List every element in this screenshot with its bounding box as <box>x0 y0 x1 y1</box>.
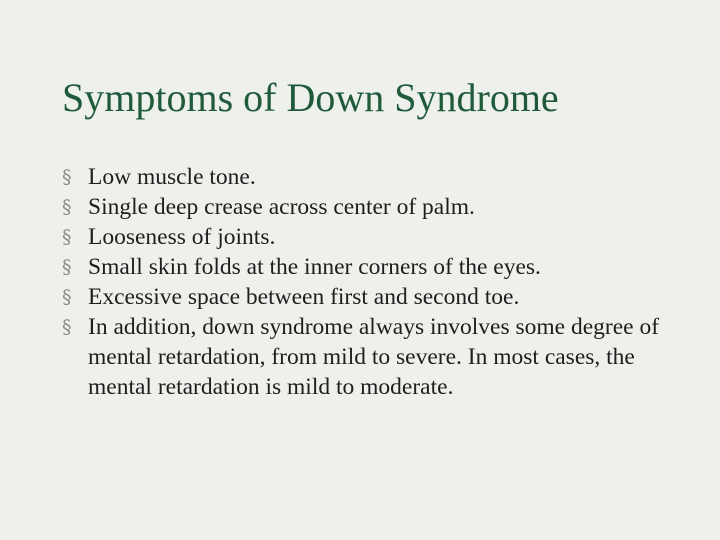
bullet-text: Low muscle tone. <box>88 164 256 190</box>
bullet-list <box>62 162 692 402</box>
bullet-item <box>62 192 692 222</box>
bullet-item <box>62 252 692 282</box>
bullet-text: In addition, down syndrome always involves some degree of mental retardation, from mild to severe. In most cases, the mental retardation is mild to moderate. <box>88 314 660 400</box>
section-sign-bullet-icon: § <box>62 316 72 338</box>
section-sign-bullet-icon: § <box>62 286 72 308</box>
section-sign-bullet-icon: § <box>62 226 72 248</box>
bullet-text: Looseness of joints. <box>88 224 276 250</box>
section-sign-bullet-icon: § <box>62 256 72 278</box>
bullet-item <box>62 312 692 402</box>
bullet-item <box>62 282 692 312</box>
bullet-item <box>62 222 692 252</box>
bullet-item <box>62 162 692 192</box>
bullet-text: Excessive space between first and second toe. <box>88 284 520 310</box>
section-sign-bullet-icon: § <box>62 166 72 188</box>
bullet-text: Single deep crease across center of palm. <box>88 194 475 220</box>
section-sign-bullet-icon: § <box>62 196 72 218</box>
bullet-text: Small skin folds at the inner corners of the eyes. <box>88 254 541 280</box>
slide-title: Symptoms of Down Syndrome <box>62 75 559 120</box>
